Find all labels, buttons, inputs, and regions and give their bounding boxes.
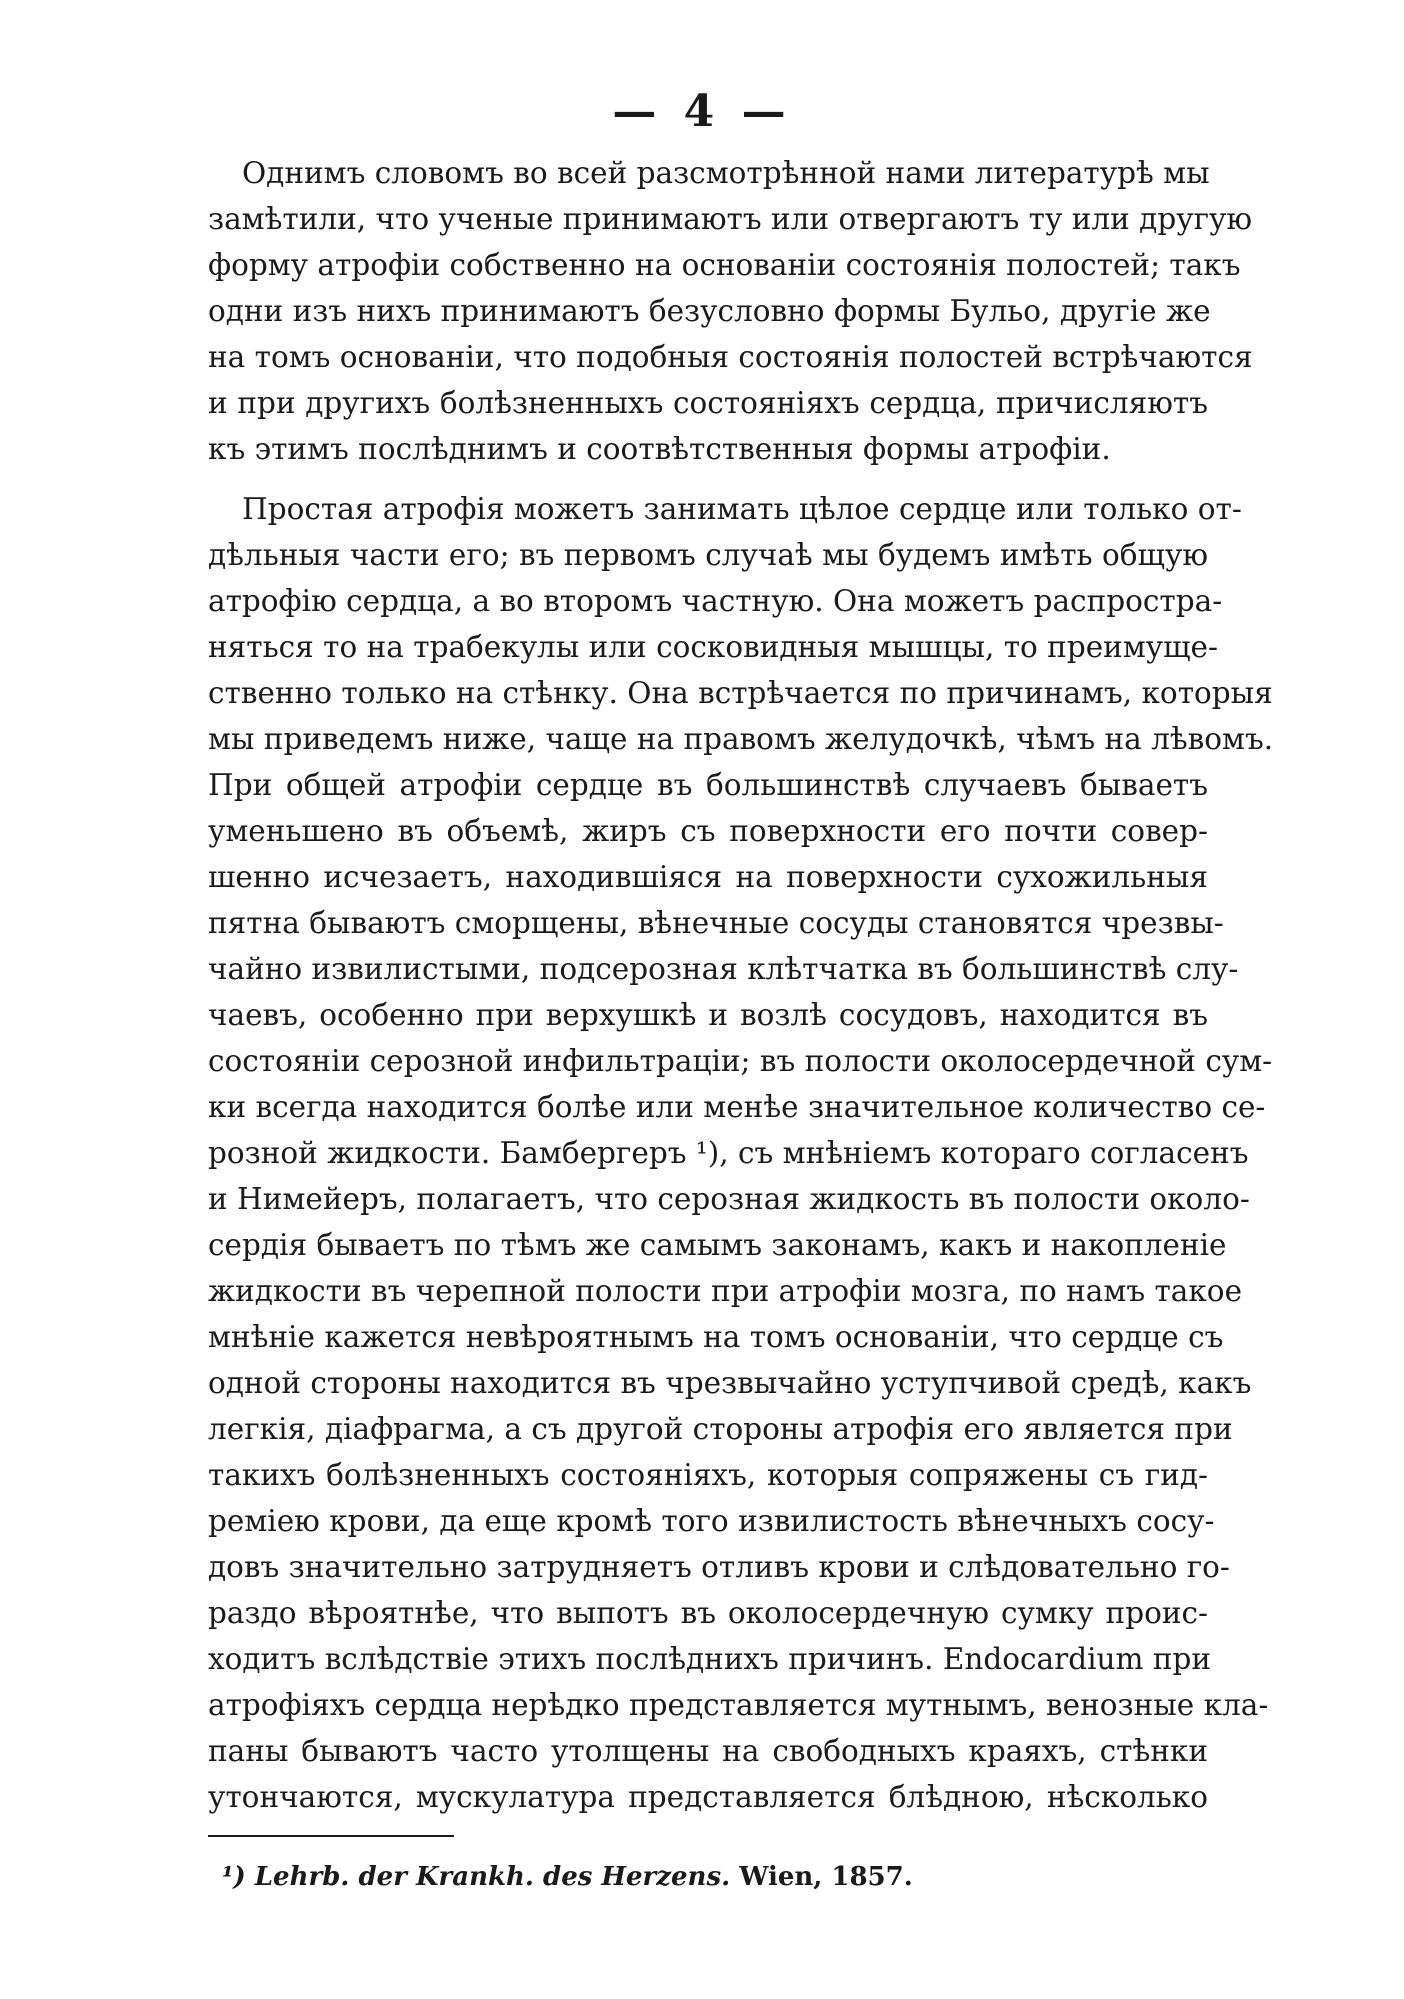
text-line: легкія, діафрагма, а съ другой стороны атрофія его является при <box>208 1412 1233 1446</box>
text-line: ственно только на стѣнку. Она встрѣчается по причинамъ, которыя <box>208 676 1273 710</box>
page-number: — 4 — <box>612 86 792 137</box>
body-text <box>208 150 1274 1820</box>
text-line: реміею крови, да еще кромѣ того извилистость вѣнечныхъ сосу- <box>208 1504 1215 1538</box>
text-line: дѣльныя части его; въ первомъ случаѣ мы будемъ имѣть общую <box>208 538 1208 572</box>
text-line: довъ значительно затрудняетъ отливъ крови и слѣдовательно го- <box>208 1550 1230 1584</box>
footnote-citation-place-year: Wien, 1857. <box>739 1862 913 1892</box>
footnote-citation-italic: Lehrb. der Krankh. des Herzens. <box>254 1862 731 1892</box>
text-line: ки всегда находится болѣе или менѣе значительное количество се- <box>208 1090 1266 1124</box>
footnote-divider <box>208 1835 454 1837</box>
text-line: форму атрофіи собственно на основаніи состоянія полостей; такъ <box>208 248 1241 282</box>
text-line: атрофіяхъ сердца нерѣдко представляется мутнымъ, венозные кла- <box>208 1688 1269 1722</box>
text-line: розной жидкости. Бамбергеръ ¹), съ мнѣніемъ котораго согласенъ <box>208 1136 1249 1170</box>
text-line: раздо вѣроятнѣе, что выпотъ въ околосердечную сумку проис- <box>208 1596 1208 1630</box>
text-line: Однимъ словомъ во всей разсмотрѣнной нами литературѣ мы <box>242 156 1210 190</box>
text-line: и при другихъ болѣзненныхъ состояніяхъ сердца, причисляютъ <box>208 386 1208 420</box>
footnote-marker: ¹) <box>222 1862 246 1892</box>
text-line: одной стороны находится въ чрезвычайно уступчивой средѣ, какъ <box>208 1366 1252 1400</box>
text-line: уменьшено въ объемѣ, жиръ съ поверхности его почти совер- <box>208 814 1208 848</box>
text-line: такихъ болѣзненныхъ состояніяхъ, которыя сопряжены съ гид- <box>208 1458 1208 1492</box>
text-line: жидкости въ черепной полости при атрофіи мозга, по намъ такое <box>208 1274 1243 1308</box>
footnote <box>222 1862 913 1892</box>
text-line: сердія бываетъ по тѣмъ же самымъ законамъ, какъ и накопленіе <box>208 1228 1227 1262</box>
paragraph-1 <box>208 150 1253 472</box>
text-line: ходитъ вслѣдствіе этихъ послѣднихъ причинъ. Endocardium при <box>208 1642 1212 1676</box>
text-line: Простая атрофія можетъ занимать цѣлое сердце или только от- <box>242 492 1242 526</box>
text-line: чаевъ, особенно при верхушкѣ и возлѣ сосудовъ, находится въ <box>208 998 1208 1032</box>
paragraph-2 <box>208 486 1274 1820</box>
text-line: мнѣніе кажется невѣроятнымъ на томъ основаніи, что сердце съ <box>208 1320 1224 1354</box>
text-line: одни изъ нихъ принимаютъ безусловно формы Бульо, другіе же <box>208 294 1211 328</box>
text-line: чайно извилистыми, подсерозная клѣтчатка въ большинствѣ слу- <box>208 952 1239 986</box>
text-line: атрофію сердца, а во второмъ частную. Она можетъ распростра- <box>208 584 1223 618</box>
text-line: замѣтили, что ученые принимаютъ или отвергаютъ ту или другую <box>208 202 1253 236</box>
text-line: утончаются, мускулатура представляется блѣдною, нѣсколько <box>208 1780 1208 1814</box>
text-line: состояніи серозной инфильтраціи; въ полости околосердечной сум- <box>208 1044 1273 1078</box>
text-line: паны бываютъ часто утолщены на свободныхъ краяхъ, стѣнки <box>208 1734 1208 1768</box>
text-line: мы приведемъ ниже, чаще на правомъ желудочкѣ, чѣмъ на лѣвомъ. <box>208 722 1274 756</box>
text-line: къ этимъ послѣднимъ и соотвѣтственныя формы атрофіи. <box>208 432 1111 466</box>
text-line: пятна бываютъ сморщены, вѣнечные сосуды становятся чрезвы- <box>208 906 1224 940</box>
text-line: При общей атрофіи сердце въ большинствѣ случаевъ бываетъ <box>208 768 1208 802</box>
text-line: и Нимейеръ, полагаетъ, что серозная жидкость въ полости около- <box>208 1182 1250 1216</box>
text-line: на томъ основаніи, что подобныя состоянія полостей встрѣчаются <box>208 340 1253 374</box>
text-line: няться то на трабекулы или сосковидныя мышцы, то преимуще- <box>208 630 1218 664</box>
text-line: шенно исчезаетъ, находившіяся на поверхности сухожильныя <box>208 860 1208 894</box>
